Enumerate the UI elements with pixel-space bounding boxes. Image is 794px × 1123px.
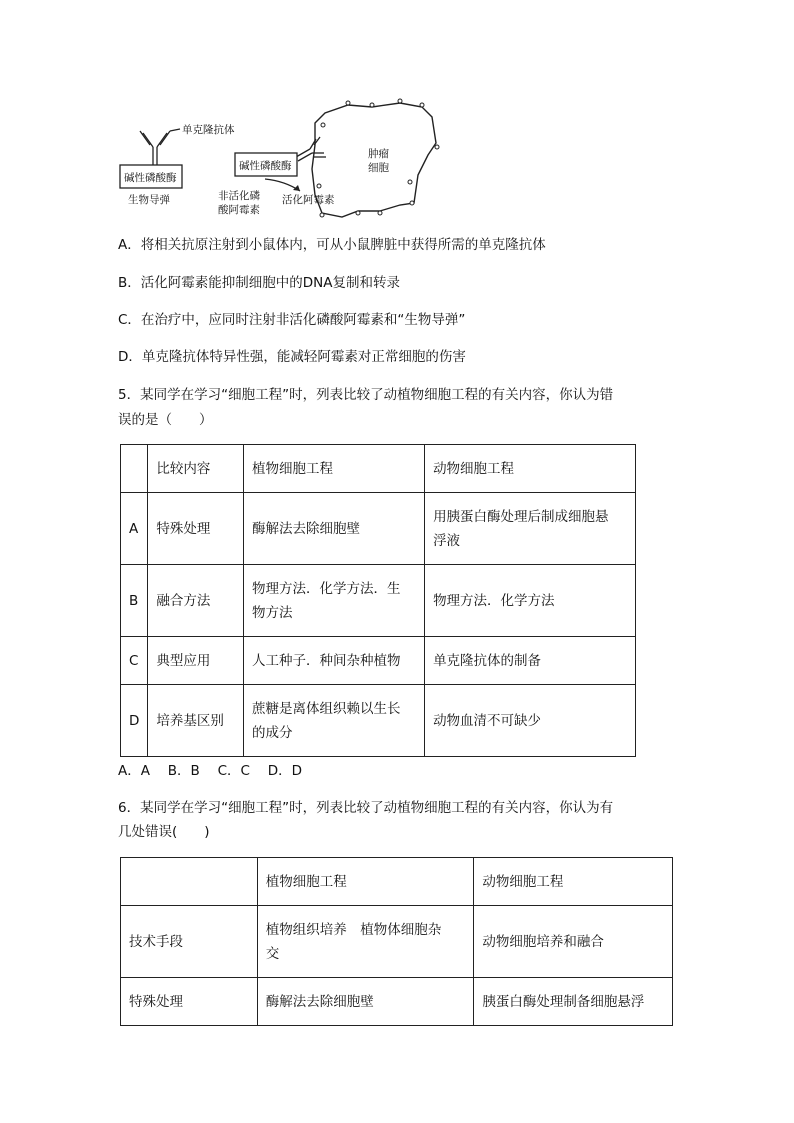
row-animal	[425, 685, 636, 757]
cell-line: 单克隆抗体的制备	[433, 652, 542, 669]
antibody-icon	[140, 129, 180, 165]
cell-line: 物方法	[251, 604, 293, 621]
table-row	[121, 565, 636, 637]
row-item: 典型应用	[148, 637, 244, 685]
header-item-cell	[121, 858, 258, 906]
row-plant	[243, 565, 424, 637]
cell-line: 蔗糖是离体组织赖以生长	[251, 700, 401, 717]
row-plant	[243, 493, 424, 565]
q5-stem-line1: 5．某同学在学习“细胞工程”时，列表比较了动植物细胞工程的有关内容，你认为错	[118, 387, 614, 403]
cell-line: 浮液	[433, 532, 461, 549]
tumor-label-1: 肿瘤	[368, 148, 389, 160]
q6-comparison-table	[120, 857, 673, 1026]
q4-option-c: C．在治疗中，应同时注射非活化磷酸阿霉素和“生物导弹”	[118, 312, 466, 328]
row-plant	[243, 637, 424, 685]
cell-line: 植物组织培养 植物体细胞杂	[265, 921, 442, 938]
header-plant-cell: 植物细胞工程	[243, 445, 424, 493]
header-animal-cell: 动物细胞工程	[425, 445, 636, 493]
active-label: 活化阿霉素	[282, 194, 335, 206]
enzyme-box-left-label: 碱性磷酸酶	[124, 172, 177, 184]
header-animal-cell: 动物细胞工程	[474, 858, 673, 906]
cell-line: 物理方法．化学方法	[433, 592, 555, 609]
table-row	[121, 493, 636, 565]
row-key: B	[121, 565, 148, 637]
cell-line: 酶解法去除细胞壁	[265, 993, 374, 1010]
header-item-cell: 比较内容	[148, 445, 244, 493]
enzyme-box-right-label: 碱性磷酸酶	[239, 160, 292, 172]
q5-choices: A．A B．B C．C D．D	[118, 763, 303, 779]
row-animal	[425, 493, 636, 565]
cell-line: 物理方法．化学方法．生	[251, 580, 401, 597]
row-plant	[257, 906, 474, 978]
q4-option-a: A．将相关抗原注射到小鼠体内，可从小鼠脾脏中获得所需的单克隆抗体	[118, 237, 546, 253]
row-animal	[474, 978, 673, 1026]
table-row	[121, 637, 636, 685]
table-row	[121, 685, 636, 757]
row-key: A	[121, 493, 148, 565]
row-key: D	[121, 685, 148, 757]
row-item: 特殊处理	[148, 493, 244, 565]
q6-stem-line1: 6．某同学在学习“细胞工程”时，列表比较了动植物细胞工程的有关内容，你认为有	[118, 800, 614, 816]
row-item: 融合方法	[148, 565, 244, 637]
monoclonal-antibody-figure	[110, 95, 455, 225]
q4-option-d: D．单克隆抗体特异性强，能减轻阿霉素对正常细胞的伤害	[118, 349, 466, 365]
cell-line: 人工种子．种间杂种植物	[251, 652, 401, 669]
q5-comparison-table	[120, 444, 636, 757]
cell-line: 交	[265, 945, 280, 962]
row-animal	[425, 637, 636, 685]
inactive-label-2: 酸阿霉素	[218, 204, 260, 216]
table-row	[121, 906, 673, 978]
antibody-label: 单克隆抗体	[182, 124, 235, 136]
missile-label: 生物导弹	[128, 194, 170, 206]
row-key: C	[121, 637, 148, 685]
inactive-label-1: 非活化磷	[218, 190, 260, 202]
cell-line: 用胰蛋白酶处理后制成细胞悬	[433, 508, 609, 525]
row-item: 培养基区别	[148, 685, 244, 757]
q6-stem-line2: 几处错误( )	[118, 824, 210, 840]
q5-stem-line2: 误的是（ ）	[118, 412, 213, 428]
cell-line: 动物细胞培养和融合	[482, 933, 604, 950]
header-plant-cell: 植物细胞工程	[257, 858, 474, 906]
table-header-row	[121, 858, 673, 906]
row-item: 特殊处理	[121, 978, 258, 1026]
table-header-row	[121, 445, 636, 493]
cell-line: 酶解法去除细胞壁	[251, 520, 360, 537]
bound-antibody-icon	[296, 137, 326, 161]
cell-line: 动物血清不可缺少	[433, 712, 542, 729]
tumor-label-2: 细胞	[368, 162, 389, 174]
row-plant	[243, 685, 424, 757]
row-animal	[474, 906, 673, 978]
row-plant	[257, 978, 474, 1026]
row-item: 技术手段	[121, 906, 258, 978]
q4-option-b: B．活化阿霉素能抑制细胞中的DNA复制和转录	[118, 275, 400, 291]
row-animal	[425, 565, 636, 637]
cell-line: 胰蛋白酶处理制备细胞悬浮	[482, 993, 645, 1010]
cell-line: 的成分	[251, 724, 293, 741]
header-key-cell	[121, 445, 148, 493]
table-row	[121, 978, 673, 1026]
